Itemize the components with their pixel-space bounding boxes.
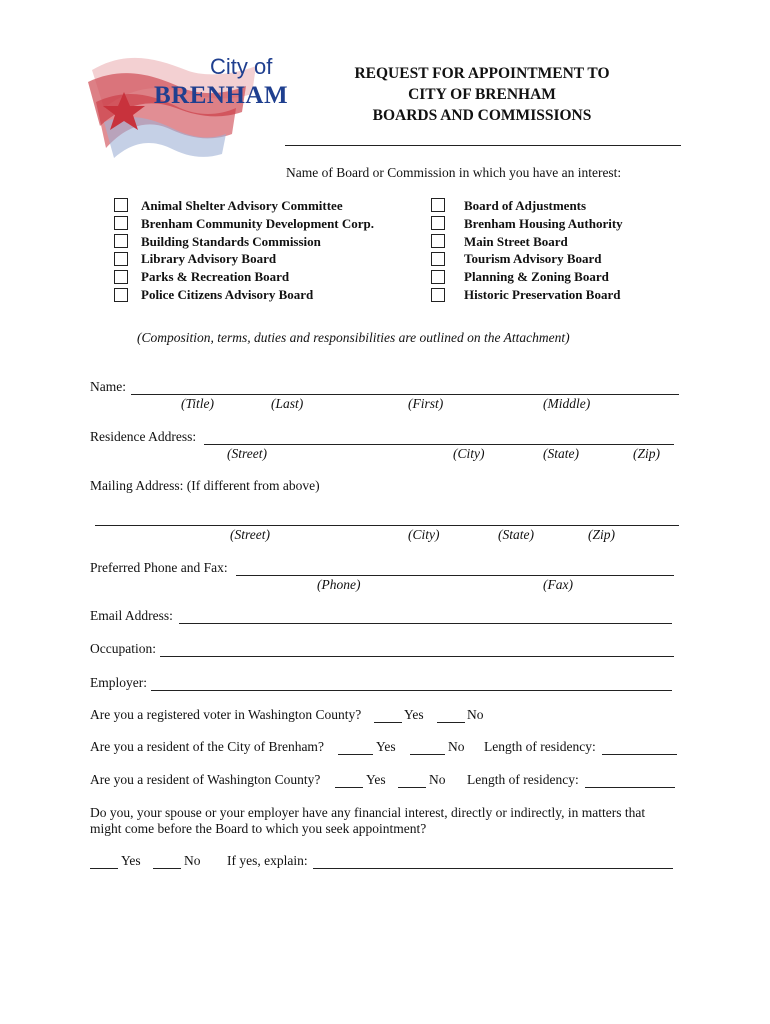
- voter-yes-blank[interactable]: [374, 708, 402, 723]
- board-label: Brenham Housing Authority: [464, 216, 623, 231]
- county-resident-question: Are you a resident of Washington County?: [90, 772, 321, 787]
- city-resident-question: Are you a resident of the City of Brenham?: [90, 739, 324, 754]
- board-label: Police Citizens Advisory Board: [141, 287, 314, 302]
- title-line-2: CITY OF BRENHAM: [408, 86, 556, 103]
- county-residency-length-label: Length of residency:: [467, 772, 579, 787]
- city-residency-length-field[interactable]: [602, 740, 677, 755]
- email-label: Email Address:: [90, 608, 173, 623]
- county-resident-no-blank[interactable]: [398, 773, 426, 788]
- name-title-caption: (Title): [181, 396, 214, 411]
- occupation-label: Occupation:: [90, 641, 156, 656]
- financial-question-line-2: might come before the Board to which you seek appointment?: [90, 821, 427, 836]
- voter-question: Are you a registered voter in Washington County?: [90, 707, 362, 722]
- title-divider: [285, 145, 681, 146]
- mailing-state-caption: (State): [498, 527, 534, 542]
- financial-question-line-1: Do you, your spouse or your employer have any financial interest, directly or indirectly, in matters that: [90, 805, 646, 820]
- checkbox-building-standards[interactable]: [114, 234, 128, 248]
- checkbox-parks-recreation[interactable]: [114, 270, 128, 284]
- residence-street-caption: (Street): [227, 446, 267, 461]
- employer-field[interactable]: [151, 676, 672, 691]
- occupation-field[interactable]: [160, 642, 674, 657]
- logo-brenham: BRENHAM: [154, 82, 289, 109]
- board-label: Tourism Advisory Board: [464, 251, 602, 266]
- checkbox-board-of-adjustments[interactable]: [431, 198, 445, 212]
- city-resident-yes-label: Yes: [376, 739, 396, 754]
- form-title: [302, 63, 662, 126]
- mailing-label: Mailing Address: (If different from above): [90, 478, 320, 493]
- mailing-address-field[interactable]: [95, 511, 679, 526]
- financial-explain-label: If yes, explain:: [227, 853, 308, 868]
- residence-state-caption: (State): [543, 446, 579, 461]
- board-label: Planning & Zoning Board: [464, 269, 609, 284]
- board-prompt: Name of Board or Commission in which you have an interest:: [286, 165, 622, 180]
- county-residency-length-field[interactable]: [585, 773, 675, 788]
- mailing-zip-caption: (Zip): [588, 527, 615, 542]
- name-last-caption: (Last): [271, 396, 304, 411]
- checkbox-tourism[interactable]: [431, 252, 445, 266]
- residence-zip-caption: (Zip): [633, 446, 660, 461]
- financial-explain-field[interactable]: [313, 854, 673, 869]
- checkbox-police-citizens[interactable]: [114, 288, 128, 302]
- name-middle-caption: (Middle): [543, 396, 591, 411]
- board-label: Library Advisory Board: [141, 251, 277, 266]
- county-resident-no-label: No: [429, 772, 446, 787]
- phone-label: Preferred Phone and Fax:: [90, 560, 228, 575]
- city-resident-yes-blank[interactable]: [338, 740, 373, 755]
- voter-no-blank[interactable]: [437, 708, 465, 723]
- phone-fax-field[interactable]: [236, 561, 674, 576]
- city-resident-no-blank[interactable]: [410, 740, 445, 755]
- checkbox-main-street[interactable]: [431, 234, 445, 248]
- board-label: Parks & Recreation Board: [141, 269, 290, 284]
- checkbox-housing-authority[interactable]: [431, 216, 445, 230]
- employer-label: Employer:: [90, 675, 147, 690]
- name-label: Name:: [90, 379, 126, 394]
- name-first-caption: (First): [408, 396, 444, 411]
- financial-yes-label: Yes: [121, 853, 141, 868]
- voter-no-label: No: [467, 707, 484, 722]
- checkbox-library[interactable]: [114, 252, 128, 266]
- board-label: Historic Preservation Board: [464, 287, 621, 302]
- email-field[interactable]: [179, 609, 672, 624]
- fax-caption: (Fax): [543, 577, 573, 592]
- city-logo: [86, 48, 289, 160]
- financial-no-blank[interactable]: [153, 854, 181, 869]
- voter-yes-label: Yes: [404, 707, 424, 722]
- board-label: Animal Shelter Advisory Committee: [141, 198, 343, 213]
- title-line-1: REQUEST FOR APPOINTMENT TO: [354, 65, 610, 82]
- mailing-city-caption: (City): [408, 527, 440, 542]
- board-label: Building Standards Commission: [141, 234, 321, 249]
- county-resident-yes-label: Yes: [366, 772, 386, 787]
- title-line-3: BOARDS AND COMMISSIONS: [372, 107, 592, 124]
- board-label: Board of Adjustments: [464, 198, 587, 213]
- attachment-note: (Composition, terms, duties and responsibilities are outlined on the Attachment): [137, 330, 570, 345]
- board-label: Main Street Board: [464, 234, 568, 249]
- checkbox-planning-zoning[interactable]: [431, 270, 445, 284]
- residence-address-field[interactable]: [204, 430, 674, 445]
- financial-yes-blank[interactable]: [90, 854, 118, 869]
- city-resident-no-label: No: [448, 739, 465, 754]
- mailing-street-caption: (Street): [230, 527, 270, 542]
- checkbox-animal-shelter[interactable]: [114, 198, 128, 212]
- name-field[interactable]: [131, 380, 679, 395]
- checkbox-community-development[interactable]: [114, 216, 128, 230]
- phone-caption: (Phone): [317, 577, 361, 592]
- residence-label: Residence Address:: [90, 429, 197, 444]
- county-resident-yes-blank[interactable]: [335, 773, 363, 788]
- logo-city-of: City of: [210, 54, 273, 79]
- city-residency-length-label: Length of residency:: [484, 739, 596, 754]
- financial-no-label: No: [184, 853, 201, 868]
- board-label: Brenham Community Development Corp.: [141, 216, 375, 231]
- checkbox-historic-preservation[interactable]: [431, 288, 445, 302]
- residence-city-caption: (City): [453, 446, 485, 461]
